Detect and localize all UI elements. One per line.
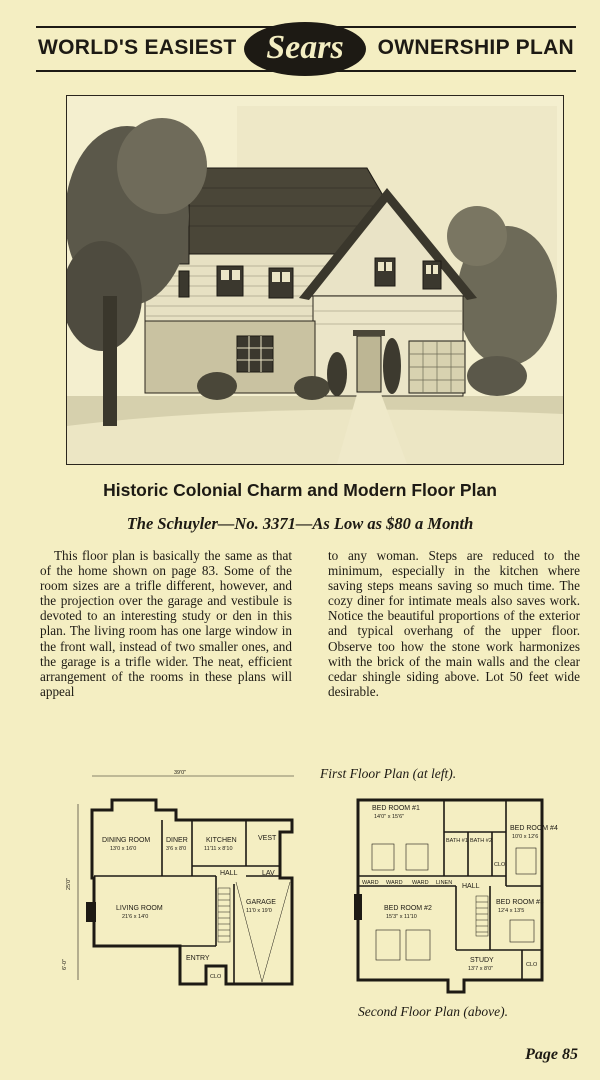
room-bed2-size: 15'3" x 11'10 (386, 914, 417, 920)
room-kitchen-name: KITCHEN (206, 837, 237, 844)
room-hall-upper-name: HALL (462, 883, 480, 890)
room-bed3-size: 12'4 x 13'5 (498, 908, 525, 914)
room-study-size: 13'7 x 8'0" (468, 966, 494, 972)
room-bath2-name: BATH #2 (470, 838, 492, 844)
second-floor-caption: Second Floor Plan (above). (358, 1004, 508, 1019)
room-diner-name: DINER (166, 837, 188, 844)
room-bed1-size: 14'0" x 15'6" (374, 814, 405, 820)
room-ward-1-name: WARD (362, 880, 379, 886)
page-number: Page 85 (525, 1046, 578, 1063)
house-illustration (66, 95, 564, 465)
room-kitchen-size: 11'11 x 8'10 (204, 846, 233, 852)
room-living-size: 21'6 x 14'0 (122, 914, 149, 920)
first-floor-side-dim: 6'-0" (62, 959, 68, 970)
room-garage-size: 11'0 x 19'0 (246, 908, 272, 914)
floor-plans (56, 770, 576, 1010)
room-clo-upper-name: CLO (494, 862, 506, 868)
body-column-right: to any woman. Steps are reduced to the minimum, especially in the kitchen where saving steps means saving so much time. The cozy diner for intimate meals also saves work. Notice the beautiful proportions of the exterior and typical overhang of the upper floor. Observe too how the stone work harmonizes with the brick of the main walls and the clear cedar shingle siding above. Lot 50 feet wide desirable. (328, 548, 580, 699)
room-clo-name: CLO (210, 974, 222, 980)
room-diner-size: 3'6 x 8'0 (166, 846, 187, 852)
room-hall-name: HALL (220, 870, 238, 877)
room-ward-3-name: WARD (412, 880, 429, 886)
second-floor-plan (354, 800, 558, 992)
room-living-name: LIVING ROOM (116, 905, 163, 912)
room-vest-name: VEST (258, 835, 277, 842)
house-drawing (67, 96, 563, 464)
room-bed3-name: BED ROOM #3 (496, 899, 544, 906)
first-floor-depth: 25'0" (66, 877, 72, 890)
header-banner (36, 22, 576, 76)
room-dining-name: DINING ROOM (102, 837, 151, 844)
room-linen-name: LINEN (436, 880, 453, 886)
first-floor-width: 39'0" (174, 770, 187, 776)
first-floor-plan (62, 770, 294, 984)
room-study-name: STUDY (470, 957, 494, 964)
article-heading: Historic Colonial Charm and Modern Floor Plan (103, 480, 497, 500)
room-bed4-size: 10'0 x 12'6 (512, 834, 539, 840)
room-bath1-name: BATH #1 (446, 838, 468, 844)
body-column-left: This floor plan is basically the same as that of the home shown on page 83. Some of the room sizes are a trifle different, however, and the projection over the garage and vestibule is devoted to an interesting study or den in this plan. The living room has one large window in the front wall, instead of two smaller ones, and the garage is a trifle wider. The neat, efficient arrangement of the rooms in these plans will appeal (40, 548, 292, 699)
room-clo-study-name: CLO (526, 962, 538, 968)
room-lav-name: LAV (262, 870, 275, 877)
room-bed1-name: BED ROOM #1 (372, 805, 420, 812)
room-dining-size: 13'0 x 16'0 (110, 846, 137, 852)
room-garage-name: GARAGE (246, 899, 276, 906)
header-right-text: OWNERSHIP PLAN (377, 36, 574, 59)
room-bed4-name: BED ROOM #4 (510, 825, 558, 832)
header-left-text: WORLD'S EASIEST (38, 36, 237, 59)
room-bed2-name: BED ROOM #2 (384, 905, 432, 912)
room-ward-2-name: WARD (386, 880, 403, 886)
room-entry-name: ENTRY (186, 955, 210, 962)
article-subheading: The Schuyler—No. 3371—As Low as $80 a Month (126, 514, 474, 533)
first-floor-caption: First Floor Plan (at left). (320, 766, 457, 781)
sears-logo: Sears (244, 22, 366, 76)
